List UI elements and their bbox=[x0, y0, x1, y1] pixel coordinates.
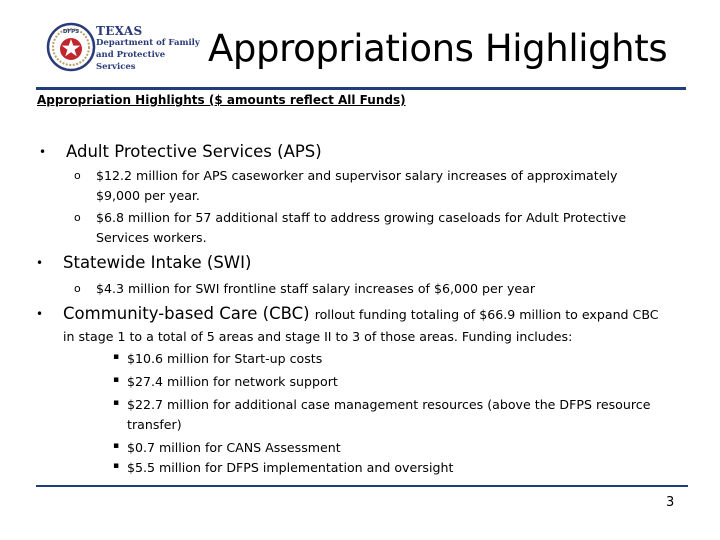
bullet-icon: • bbox=[36, 256, 44, 270]
page-number: 3 bbox=[666, 495, 675, 510]
cbc-item-text: $0.7 million for CANS Assessment bbox=[127, 440, 341, 455]
cbc-item-text: $22.7 million for additional case management resources (above the DFPS resource transfer) bbox=[127, 397, 651, 432]
aps-heading: Adult Protective Services (APS) bbox=[66, 142, 322, 161]
subtitle: Appropriation Highlights ($ amounts reflect All Funds) bbox=[37, 93, 406, 107]
logo-line-1: TEXAS bbox=[96, 24, 143, 38]
cbc-intro-line-2: in stage 1 to a total of 5 areas and stage II to 3 of those areas. Funding includes: bbox=[63, 329, 573, 344]
bullet-icon: • bbox=[39, 145, 47, 159]
sub-bullet-icon: o bbox=[74, 169, 81, 182]
square-bullet-icon: ▪ bbox=[113, 375, 120, 385]
cbc-item-text: $5.5 million for DFPS implementation and oversight bbox=[127, 460, 454, 475]
dfps-seal-icon bbox=[46, 22, 96, 72]
swi-item-text: $4.3 million for SWI frontline staff salary increases of $6,000 per year bbox=[96, 281, 536, 296]
seal-text: DFPS bbox=[62, 29, 80, 35]
swi-heading: Statewide Intake (SWI) bbox=[63, 253, 252, 272]
page-title: Appropriations Highlights bbox=[208, 27, 668, 70]
top-divider bbox=[36, 87, 686, 90]
sub-bullet-icon: o bbox=[74, 211, 81, 224]
square-bullet-icon: ▪ bbox=[113, 441, 120, 451]
logo-line-3: and Protective Services bbox=[96, 50, 166, 72]
aps-item-text: $12.2 million for APS caseworker and supervisor salary increases of approximately $9,000 per year. bbox=[96, 168, 618, 203]
bullet-icon: • bbox=[36, 307, 44, 321]
logo-line-2: Department of Family bbox=[96, 38, 200, 48]
cbc-heading-item bbox=[63, 304, 659, 323]
square-bullet-icon: ▪ bbox=[113, 352, 120, 362]
logo-text bbox=[96, 25, 206, 73]
square-bullet-icon: ▪ bbox=[113, 398, 120, 408]
cbc-intro-tail: rollout funding totaling of $66.9 million to expand CBC bbox=[314, 307, 659, 322]
dfps-logo bbox=[46, 20, 206, 78]
cbc-item-text: $27.4 million for network support bbox=[127, 374, 338, 389]
bottom-divider bbox=[36, 485, 688, 487]
cbc-heading: Community-based Care (CBC) bbox=[63, 304, 310, 323]
square-bullet-icon: ▪ bbox=[113, 461, 120, 471]
sub-bullet-icon: o bbox=[74, 282, 81, 295]
cbc-item-text: $10.6 million for Start-up costs bbox=[127, 351, 323, 366]
aps-item-text: $6.8 million for 57 additional staff to address growing caseloads for Adult Protective Services workers. bbox=[96, 210, 627, 245]
